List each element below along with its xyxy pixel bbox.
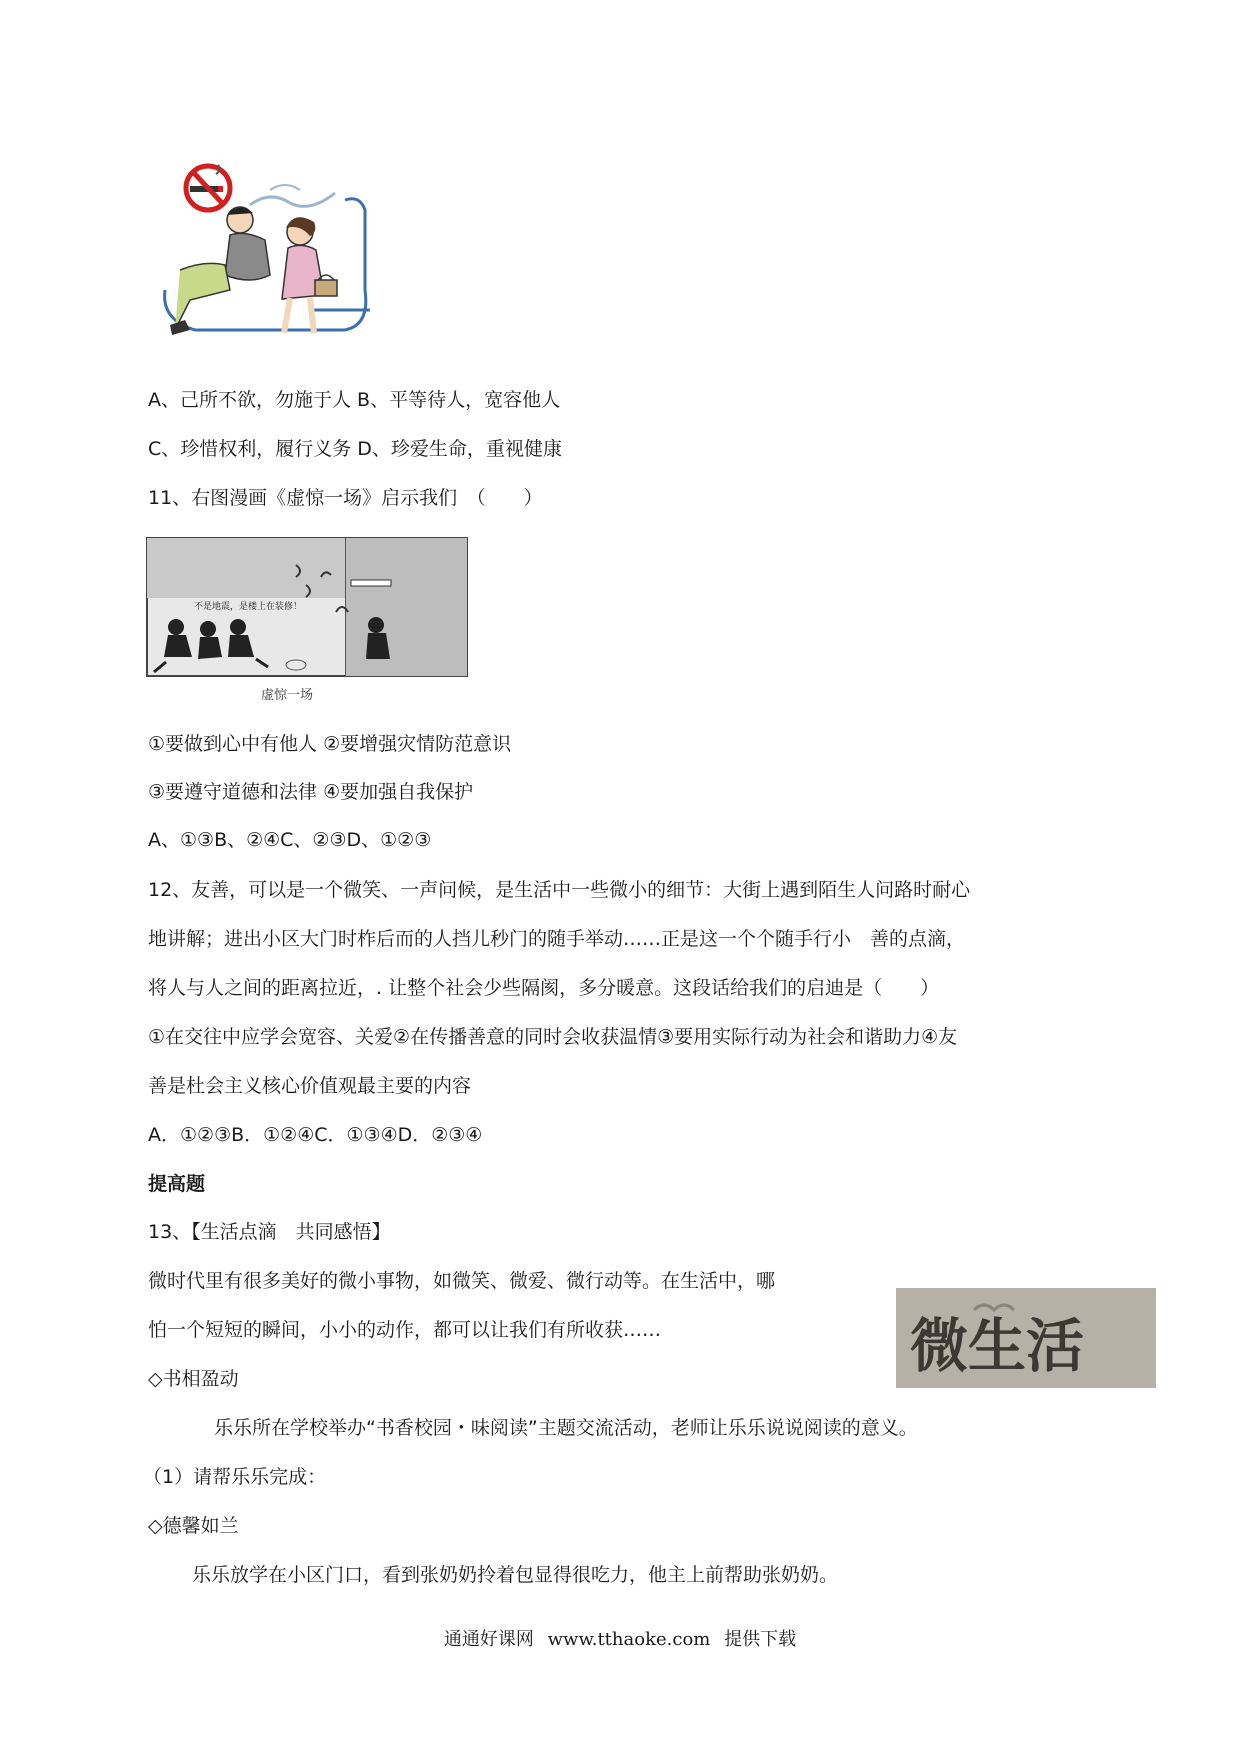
q12-stem-line2: 地讲解；进出小区大门时柞后而的人挡儿秒门的随手举动……正是这一个个随手行小 善的点滴， bbox=[148, 928, 966, 950]
footer-site-name: 通通好课网 bbox=[443, 1629, 534, 1650]
q10-option-cd: C、珍惜权利，履行义务 D、珍爱生命，重视健康 bbox=[148, 438, 562, 460]
cartoon-speech-text: 不是地震，是楼上在装修！ bbox=[194, 602, 303, 612]
q11-options: A、①③B、②④C、②③D、①②③ bbox=[148, 829, 432, 851]
q11-statement-12: ①要做到心中有他人 ②要增强灾情防范意识 bbox=[148, 733, 512, 755]
q13-intro-line1: 微时代里有很多美好的微小事物，如微笑、微爱、微行动等。在生活中，哪 bbox=[148, 1270, 776, 1292]
page-footer bbox=[0, 1625, 1240, 1651]
q12-statements-line1: ①在交往中应学会宽容、关爱②在传播善意的同时会收获温情③要用实际行动为社会和谐助力④友 bbox=[148, 1026, 958, 1048]
q12-options: A．①②③B．①②④C．①③④D．②③④ bbox=[148, 1124, 483, 1146]
q11-statement-34: ③要遵守道德和法律 ④要加强自我保护 bbox=[148, 781, 474, 803]
q12-statements-line2: 善是杜会主义核心价值观最主要的内容 bbox=[148, 1075, 472, 1097]
no-smoking-icon bbox=[186, 165, 230, 210]
q13-header: 13、【生活点滴 共同感悟】 bbox=[148, 1221, 391, 1243]
footer-suffix: 提供下载 bbox=[724, 1629, 797, 1650]
footer-url[interactable]: www.tthaoke.com bbox=[547, 1629, 711, 1650]
q11-stem: 11、右图漫画《虚惊一场》启示我们 （ ） bbox=[148, 487, 543, 509]
q10-option-ab: A、己所不欲，勿施于人 B、平等待人，宽容他人 bbox=[148, 389, 561, 411]
q13-sub1-title: ◇书相盈动 bbox=[148, 1368, 239, 1390]
q13-sub2-text: 乐乐放学在小区门口，看到张奶奶拎着包显得很吃力，他主上前帮助张奶奶。 bbox=[192, 1564, 839, 1586]
micro-life-logo-text: 微生活 bbox=[910, 1312, 1085, 1380]
q12-stem-line3: 将人与人之间的距离拉近，. 让整个社会少些隔阂，多分暖意。这段话给我们的启迪是（ ） bbox=[148, 977, 940, 999]
q12-stem-line1: 12、友善，可以是一个微笑、一声问候，是生活中一些微小的细节：大街上遇到陌生人问路时耐心 bbox=[148, 879, 971, 901]
false-alarm-cartoon bbox=[146, 537, 468, 707]
q13-sub1-text: 乐乐所在学校举办“书香校园・味阅读”主题交流活动，老师让乐乐说说阅读的意义。 bbox=[214, 1417, 918, 1439]
no-smoking-cartoon bbox=[160, 160, 380, 350]
micro-life-logo bbox=[896, 1288, 1156, 1388]
section-title: 提高题 bbox=[148, 1173, 206, 1195]
cartoon-caption: 虚惊一场 bbox=[261, 688, 314, 703]
q13-sub1-question: （1）请帮乐乐完成： bbox=[143, 1466, 327, 1488]
q13-intro-line2: 怕一个短短的瞬间，小小的动作，都可以让我们有所收获…… bbox=[148, 1319, 662, 1341]
q13-sub2-title: ◇德馨如兰 bbox=[148, 1515, 239, 1537]
